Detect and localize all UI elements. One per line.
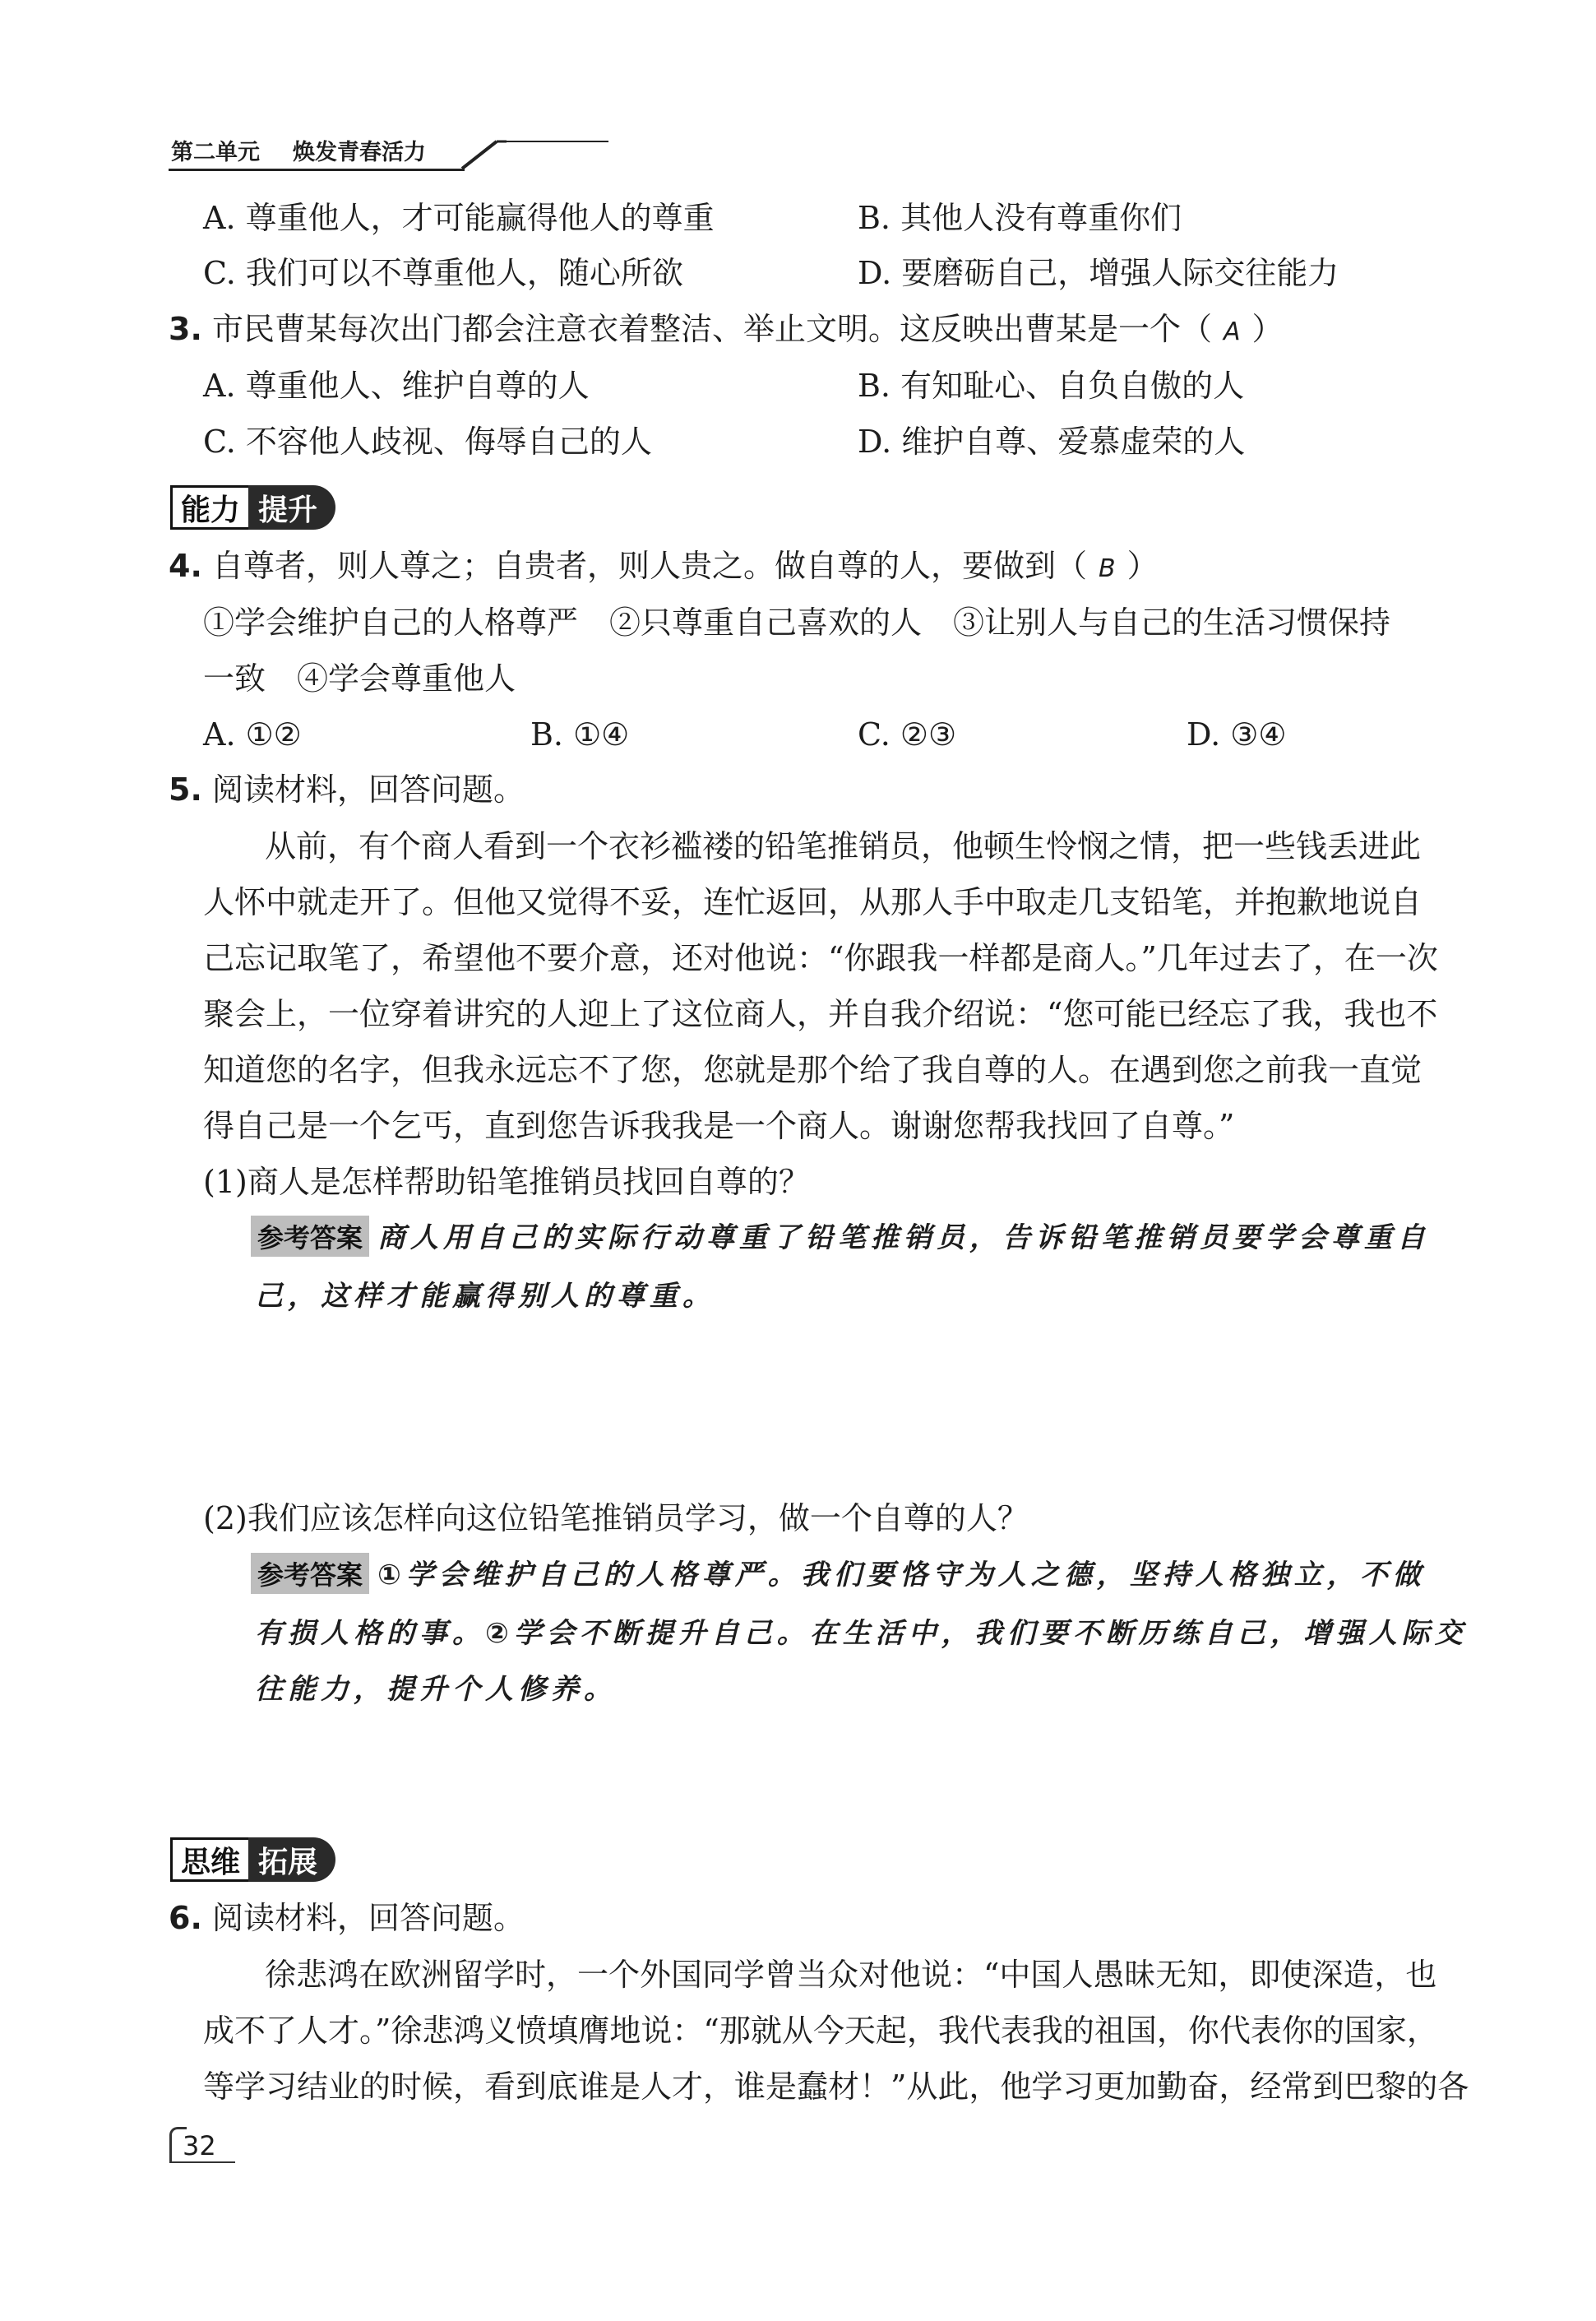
q5-material-line: 从前，有个商人看到一个衣衫褴褛的铅笔推销员，他顿生怜悯之情，把一些钱丢进此: [265, 828, 1422, 864]
q4-option-b: B. ①④: [530, 716, 630, 753]
q2-option-c: C. 我们可以不尊重他人，随心所欲: [203, 255, 683, 291]
header-rule: [169, 169, 465, 171]
q4-statements-line1: ①学会维护自己的人格尊严 ②只尊重自己喜欢的人 ③让别人与自己的生活习惯保持: [203, 605, 1391, 641]
q6-stem: 阅读材料，回答问题。: [211, 1900, 525, 1936]
answer-text: 商人用自己的实际行动尊重了铅笔推销员，告诉铅笔推销员要学会尊重自: [377, 1221, 1431, 1254]
q3-stem: 市民曹某每次出门都会注意衣着整洁、举止文明。这反映出曹某是一个（: [211, 311, 1212, 347]
q5-material-line: 己忘记取笔了，希望他不要介意，还对他说：“你跟我一样都是商人。”几年过去了，在一次: [203, 940, 1438, 976]
reference-answer-label: 参考答案: [251, 1216, 369, 1257]
header-slash-decoration: [460, 140, 507, 169]
section-badge-ability: [170, 485, 335, 530]
header-title: 焕发青春活力: [293, 140, 426, 165]
q4-statements-line2: 一致 ④学会尊重他人: [203, 660, 516, 697]
q5-material-line: 人怀中就走开了。但他又觉得不妥，连忙返回，从那人手中取走几支铅笔，并抱歉地说自: [203, 884, 1423, 920]
header-unit: 第二单元: [171, 140, 260, 165]
q3-option-b: B. 有知耻心、自负自傲的人: [858, 368, 1245, 404]
q3-answer: A: [1224, 317, 1241, 346]
q4-stem: 自尊者，则人尊之；自贵者，则人贵之。做自尊的人，要做到（: [211, 548, 1087, 584]
q6-material-line: 徐悲鸿在欧洲留学时，一个外国同学曾当众对他说：“中国人愚昧无知，即使深造，也: [265, 1957, 1437, 1993]
q4-number: 4.: [169, 548, 202, 584]
page-number-underline: [169, 2161, 235, 2163]
q5-number: 5.: [169, 771, 202, 808]
q5-answer-1-line2: 己，这样才能赢得别人的尊重。: [255, 1280, 715, 1313]
q4-close: ）: [1126, 548, 1159, 584]
q5-subquestion-1: (1)商人是怎样帮助铅笔推销员找回自尊的？: [203, 1164, 810, 1200]
q2-option-a: A. 尊重他人，才可能赢得他人的尊重: [203, 200, 715, 236]
q5-answer-2-line2: 有损人格的事。②学会不断提升自己。在生活中，我们要不断历练自己，增强人际交: [255, 1617, 1468, 1650]
section-badge-thinking-part1: 思维: [170, 1837, 248, 1882]
q3-close: ）: [1251, 311, 1284, 347]
question-5: [169, 771, 525, 808]
header-rule-right: [502, 141, 608, 142]
q4-option-a: A. ①②: [203, 716, 302, 753]
q6-number: 6.: [169, 1900, 202, 1936]
q5-material-line: 得自己是一个乞丐，直到您告诉我我是一个商人。谢谢您帮我找回了自尊。”: [203, 1108, 1235, 1144]
section-badge-ability-part1: 能力: [170, 485, 248, 530]
q5-subquestion-2: (2)我们应该怎样向这位铅笔推销员学习，做一个自尊的人？: [203, 1500, 1029, 1536]
q6-material-line: 等学习结业的时候，看到底谁是人才，谁是蠢材！”从此，他学习更加勤奋，经常到巴黎的各: [203, 2069, 1469, 2105]
reference-answer-label: 参考答案: [251, 1553, 369, 1594]
answer-text: ①学会维护自己的人格尊严。我们要恪守为人之德，坚持人格独立，不做: [377, 1559, 1426, 1591]
q5-answer-1-line1: [251, 1215, 1430, 1257]
q5-answer-2-line3: 往能力，提升个人修养。: [255, 1673, 617, 1706]
q3-number: 3.: [169, 311, 202, 347]
q4-option-c: C. ②③: [858, 716, 957, 753]
q3-option-d: D. 维护自尊、爱慕虚荣的人: [858, 424, 1246, 460]
q4-option-d: D. ③④: [1187, 716, 1287, 753]
q5-material-line: 知道您的名字，但我永远忘不了您，您就是那个给了我自尊的人。在遇到您之前我一直觉: [203, 1052, 1423, 1088]
q4-answer: B: [1099, 554, 1116, 583]
question-6: [169, 1900, 525, 1936]
q3-option-a: A. 尊重他人、维护自尊的人: [203, 368, 590, 404]
section-badge-thinking: [170, 1837, 335, 1882]
question-4: [169, 548, 1159, 587]
q5-answer-2-line1: [251, 1552, 1426, 1594]
page-number: 32: [183, 2130, 216, 2161]
q3-option-c: C. 不容他人歧视、侮辱自己的人: [203, 424, 652, 460]
q5-material-line: 聚会上，一位穿着讲究的人迎上了这位商人，并自我介绍说：“您可能已经忘了我，我也不: [203, 996, 1438, 1032]
section-badge-thinking-part2: 拓展: [248, 1837, 335, 1882]
q5-stem: 阅读材料，回答问题。: [211, 771, 525, 808]
q6-material-line: 成不了人才。”徐悲鸿义愤填膺地说：“那就从今天起，我代表我的祖国，你代表你的国家，: [203, 2013, 1438, 2049]
question-3: [169, 311, 1284, 350]
section-badge-ability-part2: 提升: [248, 485, 335, 530]
q2-option-b: B. 其他人没有尊重你们: [858, 200, 1182, 236]
q2-option-d: D. 要磨砺自己，增强人际交往能力: [858, 255, 1339, 291]
